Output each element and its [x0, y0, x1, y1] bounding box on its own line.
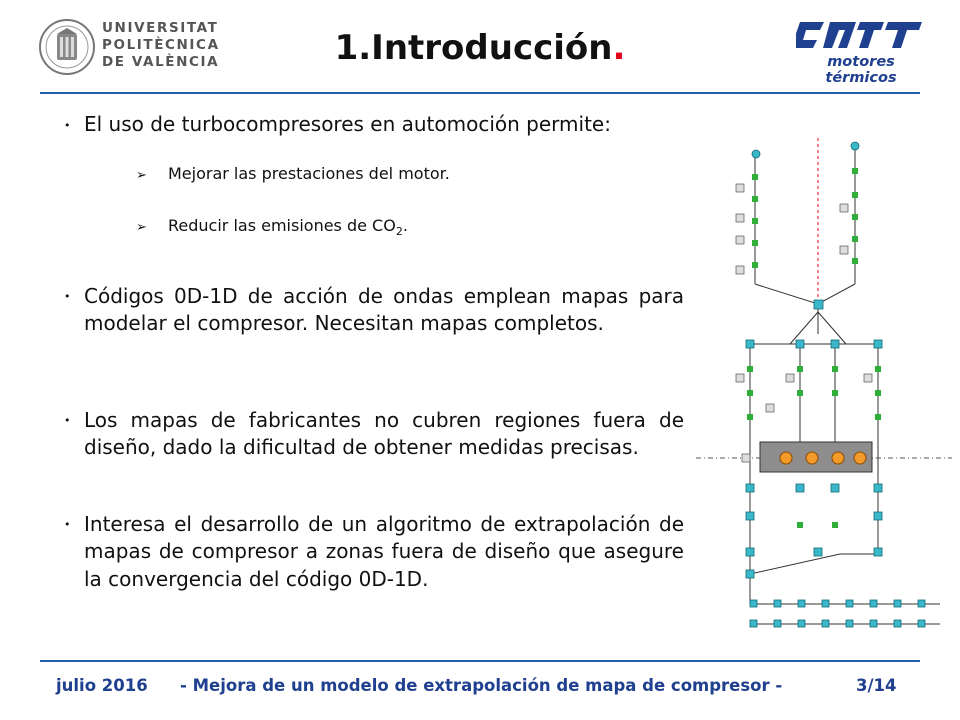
footer-date: julio 2016: [56, 676, 148, 695]
sub-bullet-item: [136, 216, 408, 238]
bullet-item: [64, 510, 684, 593]
sub-bullet-text: Mejorar las prestaciones del motor.: [168, 164, 450, 183]
slide-title: 1.Introducción.: [334, 28, 626, 68]
engine-model-diagram: [690, 134, 960, 630]
header-divider: [40, 92, 920, 94]
bullet-icon: •: [64, 413, 71, 427]
bullet-text: Códigos 0D-1D de acción de ondas emplean mapas para modelar el compresor. Necesitan mapas completos.: [84, 283, 684, 336]
bullet-item: [64, 406, 684, 462]
page-number: 3/14: [856, 676, 897, 695]
arrow-bullet-icon: ➢: [136, 168, 147, 183]
footer-title: - Mejora de un modelo de extrapolación de mapa de compresor -: [180, 676, 783, 695]
bullet-text: El uso de turbocompresores en automoción permite:: [84, 112, 611, 136]
bullet-text: Interesa el desarrollo de un algoritmo de extrapolación de mapas de compresor a zonas fuera de diseño que asegure la convergencia del código 0D-1D.: [84, 511, 684, 591]
sub-bullet-text: Reducir las emisiones de $CO_2$.: [168, 216, 408, 239]
bullet-text: Los mapas de fabricantes no cubren regiones fuera de diseño, dado la dificultad de obtener medidas precisas.: [84, 407, 684, 460]
bullet-icon: •: [64, 289, 71, 303]
footer-divider: [40, 660, 920, 662]
bullet-item: [64, 112, 611, 136]
cmt-logo-icon: [796, 18, 926, 54]
arrow-bullet-icon: ➢: [136, 220, 147, 235]
sub-bullet-item: [136, 164, 450, 183]
cmt-logo: [796, 18, 926, 86]
cmt-subtitle: motores térmicos: [825, 54, 897, 86]
bullet-item: [64, 282, 684, 338]
bullet-icon: •: [64, 119, 71, 132]
bullet-icon: •: [64, 517, 71, 531]
university-name: UNIVERSITAT POLITÈCNICA DE VALÈNCIA: [102, 20, 220, 70]
